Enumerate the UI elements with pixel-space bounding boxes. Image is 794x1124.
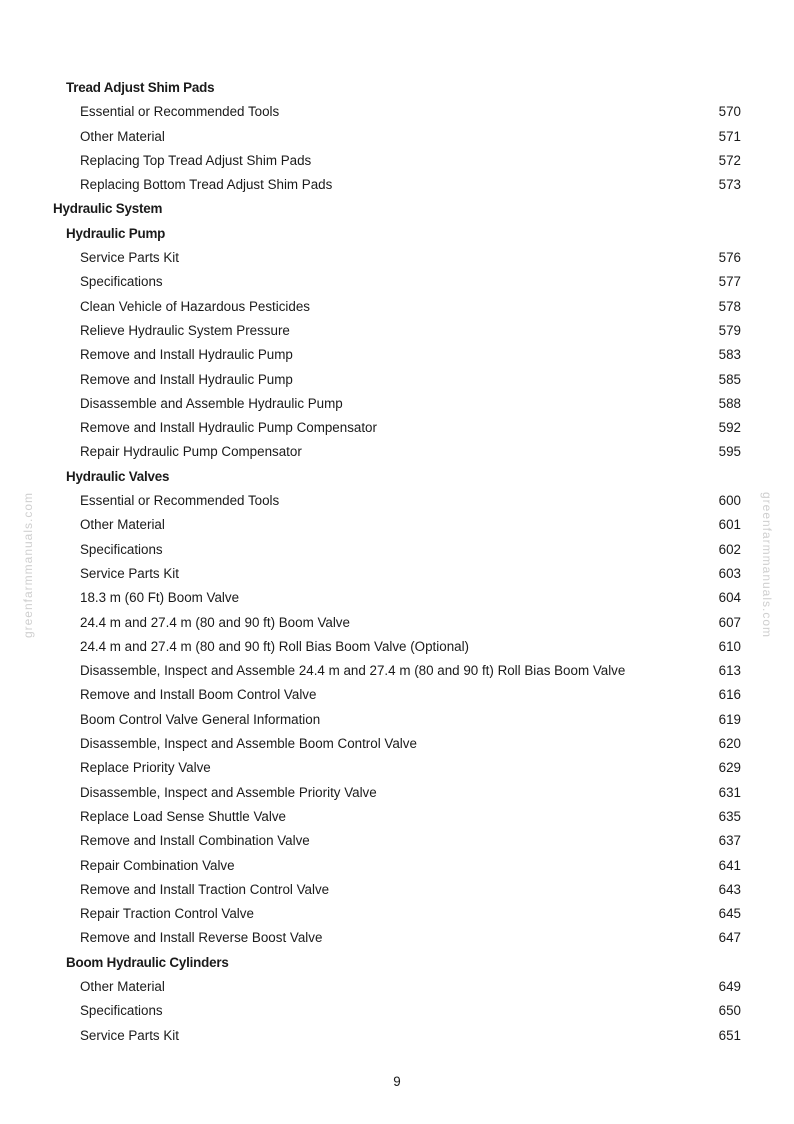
toc-entry-page: 573 — [718, 177, 741, 193]
toc-entry[interactable] — [0, 781, 794, 805]
toc-entry-title: Specifications — [80, 541, 163, 557]
toc-entry-title: Hydraulic Pump — [66, 225, 166, 241]
toc-entry-page: 635 — [718, 808, 741, 824]
toc-entry[interactable] — [0, 392, 794, 416]
toc-entry-page: 588 — [718, 395, 741, 411]
watermark-text: greenfarmmanuals.com — [760, 491, 774, 639]
toc-entry[interactable] — [0, 416, 794, 440]
toc-entry-page: 619 — [718, 711, 741, 727]
toc-entry[interactable] — [0, 635, 794, 659]
toc-entry[interactable] — [0, 149, 794, 173]
toc-entry-title: Replace Priority Valve — [80, 760, 211, 776]
toc-entry[interactable] — [0, 562, 794, 586]
toc-entry-title: Remove and Install Traction Control Valve — [80, 881, 330, 897]
toc-entry-title: Other Material — [80, 128, 165, 144]
toc-entry-title: Disassemble, Inspect and Assemble Priority Valve — [80, 784, 377, 800]
toc-entry[interactable] — [0, 756, 794, 780]
toc-entry-title: 24.4 m and 27.4 m (80 and 90 ft) Roll Bias Boom Valve (Optional) — [80, 638, 470, 654]
toc-entry-title: Essential or Recommended Tools — [80, 493, 280, 509]
toc-entry[interactable] — [0, 708, 794, 732]
toc-entry[interactable] — [0, 319, 794, 343]
toc-entry-page: 610 — [718, 638, 741, 654]
toc-entry[interactable] — [0, 683, 794, 707]
toc-entry-title: Remove and Install Hydraulic Pump — [80, 371, 293, 387]
toc-entry-page: 607 — [718, 614, 741, 630]
toc-entry-title: Remove and Install Reverse Boost Valve — [80, 930, 323, 946]
toc-entry[interactable] — [0, 926, 794, 950]
toc-entry-title: Tread Adjust Shim Pads — [66, 80, 215, 95]
toc-entry-page: 601 — [718, 517, 741, 533]
toc-entry-title: Boom Control Valve General Information — [80, 711, 321, 727]
toc-entry-title: Replacing Bottom Tread Adjust Shim Pads — [80, 177, 333, 193]
toc-entry[interactable] — [0, 295, 794, 319]
toc-entry-title: Remove and Install Boom Control Valve — [80, 687, 317, 703]
toc-entry-page: 645 — [718, 906, 741, 922]
toc-entry-page: 583 — [718, 347, 741, 363]
toc-entry[interactable] — [0, 999, 794, 1023]
toc-entry[interactable] — [0, 513, 794, 537]
toc-entry-page: 620 — [718, 736, 741, 752]
toc-entry-page: 651 — [718, 1027, 741, 1043]
toc-entry[interactable] — [0, 975, 794, 999]
toc-entry[interactable] — [0, 538, 794, 562]
page-number: 9 — [393, 1074, 401, 1089]
toc-entry-page: 579 — [718, 322, 741, 338]
toc-entry[interactable] — [0, 659, 794, 683]
toc-entry-page: 585 — [718, 371, 741, 387]
toc-entry-page: 604 — [718, 590, 741, 606]
toc-entry-page: 641 — [718, 857, 741, 873]
toc-entry-page: 650 — [718, 1003, 741, 1019]
toc-entry-title: Hydraulic Valves — [66, 468, 170, 484]
toc-entry[interactable] — [0, 732, 794, 756]
toc-section-heading[interactable] — [0, 76, 794, 100]
toc-entry-title: Service Parts Kit — [80, 250, 179, 266]
toc-entry-page: 602 — [718, 541, 741, 557]
toc-entry-title: Replace Load Sense Shuttle Valve — [80, 808, 286, 824]
toc-entry-title: Disassemble and Assemble Hydraulic Pump — [80, 395, 343, 411]
toc-entry[interactable] — [0, 270, 794, 294]
toc-entry-title: Repair Traction Control Valve — [80, 906, 254, 922]
toc-entry-page: 603 — [718, 565, 741, 581]
toc-section-heading[interactable] — [0, 951, 794, 975]
toc-entry-title: Clean Vehicle of Hazardous Pesticides — [80, 298, 311, 314]
toc-entry-title: Hydraulic System — [53, 201, 163, 217]
toc-entry[interactable] — [0, 246, 794, 270]
toc-entry[interactable] — [0, 125, 794, 149]
toc-entry-page: 576 — [718, 250, 741, 266]
toc-entry-title: Disassemble, Inspect and Assemble Boom Control Valve — [80, 736, 417, 752]
toc-entry[interactable] — [0, 805, 794, 829]
toc-entry[interactable] — [0, 586, 794, 610]
toc-entry-page: 600 — [718, 493, 741, 509]
toc-entry-title: Repair Hydraulic Pump Compensator — [80, 444, 302, 460]
toc-entry-page: 571 — [718, 128, 741, 144]
toc-entry-page: 616 — [718, 687, 741, 703]
toc-entry-title: Other Material — [80, 517, 165, 533]
table-of-contents — [0, 76, 794, 1048]
toc-entry-title: Remove and Install Hydraulic Pump — [80, 347, 293, 363]
toc-entry-title: 18.3 m (60 Ft) Boom Valve — [80, 590, 240, 606]
toc-entry[interactable] — [0, 100, 794, 124]
toc-entry-page: 643 — [718, 881, 741, 897]
toc-entry-page: 649 — [718, 978, 741, 994]
toc-entry[interactable] — [0, 440, 794, 464]
toc-entry-title: Remove and Install Combination Valve — [80, 833, 310, 849]
toc-entry-page: 613 — [718, 663, 741, 679]
toc-entry[interactable] — [0, 368, 794, 392]
toc-entry[interactable] — [0, 173, 794, 197]
watermark-text: greenfarmmanuals.com — [21, 491, 35, 639]
toc-entry[interactable] — [0, 343, 794, 367]
toc-entry[interactable] — [0, 1024, 794, 1048]
toc-entry-title: Boom Hydraulic Cylinders — [66, 954, 229, 970]
toc-entry-page: 647 — [718, 930, 741, 946]
toc-entry-page: 578 — [718, 298, 741, 314]
toc-entry-title: Disassemble, Inspect and Assemble 24.4 m and 27.4 m (80 and 90 ft) Roll Bias Boom Valve — [80, 663, 626, 679]
toc-section-heading[interactable] — [0, 197, 794, 221]
toc-entry-title: Replacing Top Tread Adjust Shim Pads — [80, 152, 312, 168]
toc-entry[interactable] — [0, 878, 794, 902]
toc-entry-title: Specifications — [80, 274, 163, 290]
toc-entry-title: Specifications — [80, 1003, 163, 1019]
toc-entry-page: 629 — [718, 760, 741, 776]
toc-entry-title: Repair Combination Valve — [80, 857, 235, 873]
toc-entry-page: 637 — [718, 833, 741, 849]
toc-section-heading[interactable] — [0, 465, 794, 489]
toc-entry-page: 570 — [718, 104, 741, 120]
toc-entry[interactable] — [0, 829, 794, 853]
toc-entry-page: 572 — [718, 152, 741, 168]
toc-entry-title: Essential or Recommended Tools — [80, 104, 280, 120]
toc-entry-page: 577 — [718, 274, 741, 290]
toc-entry-title: Remove and Install Hydraulic Pump Compensator — [80, 420, 377, 436]
toc-entry-title: Relieve Hydraulic System Pressure — [80, 322, 290, 338]
toc-section-heading[interactable] — [0, 222, 794, 246]
toc-entry-page: 595 — [718, 444, 741, 460]
toc-entry-page: 592 — [718, 420, 741, 436]
toc-entry-title: Service Parts Kit — [80, 565, 179, 581]
toc-entry-title: Other Material — [80, 978, 165, 994]
toc-entry[interactable] — [0, 611, 794, 635]
toc-entry-title: 24.4 m and 27.4 m (80 and 90 ft) Boom Valve — [80, 614, 350, 630]
toc-entry-title: Service Parts Kit — [80, 1027, 179, 1043]
toc-entry[interactable] — [0, 854, 794, 878]
toc-entry-page: 631 — [718, 784, 741, 800]
toc-entry[interactable] — [0, 489, 794, 513]
toc-entry[interactable] — [0, 902, 794, 926]
